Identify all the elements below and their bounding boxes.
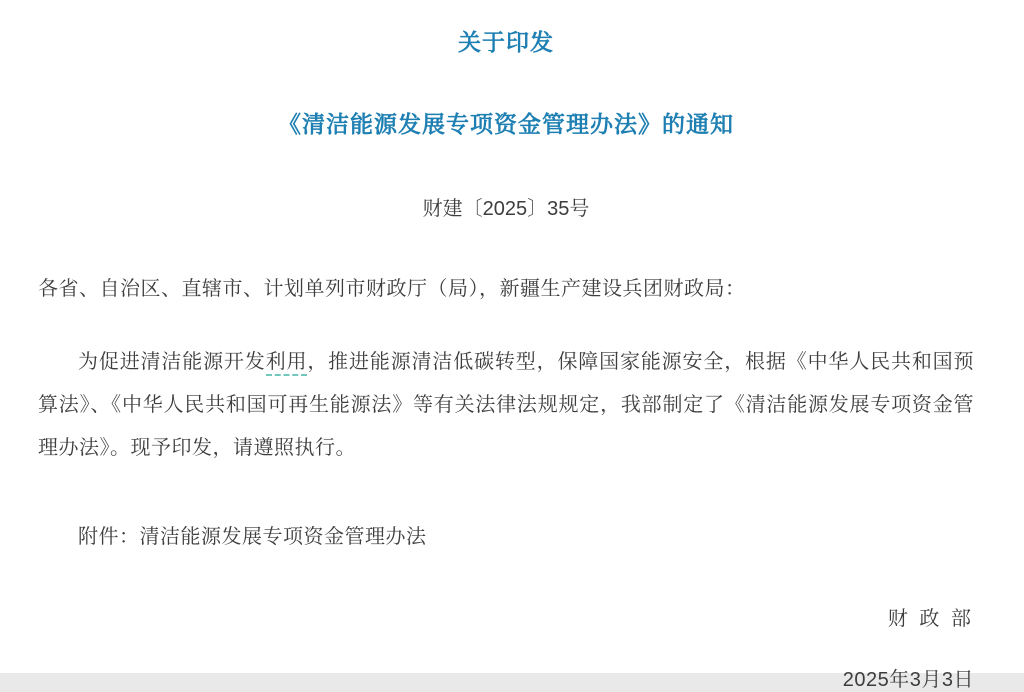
- document-number: 财建〔2025〕35号: [422, 198, 590, 220]
- document-title-line-1: 关于印发: [458, 29, 554, 55]
- body-paragraph: [38, 341, 974, 470]
- paragraph-text-part2: ，推进能源清洁低碳转型，保障国家能源安全，根据《中华人民共和国预算法》、《中华人民共和国可再生能源法》等有关法律法规规定，我部制定了《清洁能源发展专项资金管理办法》。现予印发，请遵照执行。: [38, 351, 975, 459]
- document-title-line-2: 《清洁能源发展专项资金管理办法》的通知: [278, 111, 734, 137]
- salutation-line: 各省、自治区、直辖市、计划单列市财政厅（局），新疆生产建设兵团财政局：: [38, 278, 746, 300]
- paragraph-underlined-term: 利用: [266, 351, 308, 376]
- paragraph-text-part1: 为促进清洁能源开发: [78, 351, 266, 373]
- issue-date: 2025年3月3日: [842, 669, 974, 691]
- issuer-signature: 财 政 部: [887, 608, 974, 630]
- attachment-line: 附件：清洁能源发展专项资金管理办法: [78, 526, 427, 548]
